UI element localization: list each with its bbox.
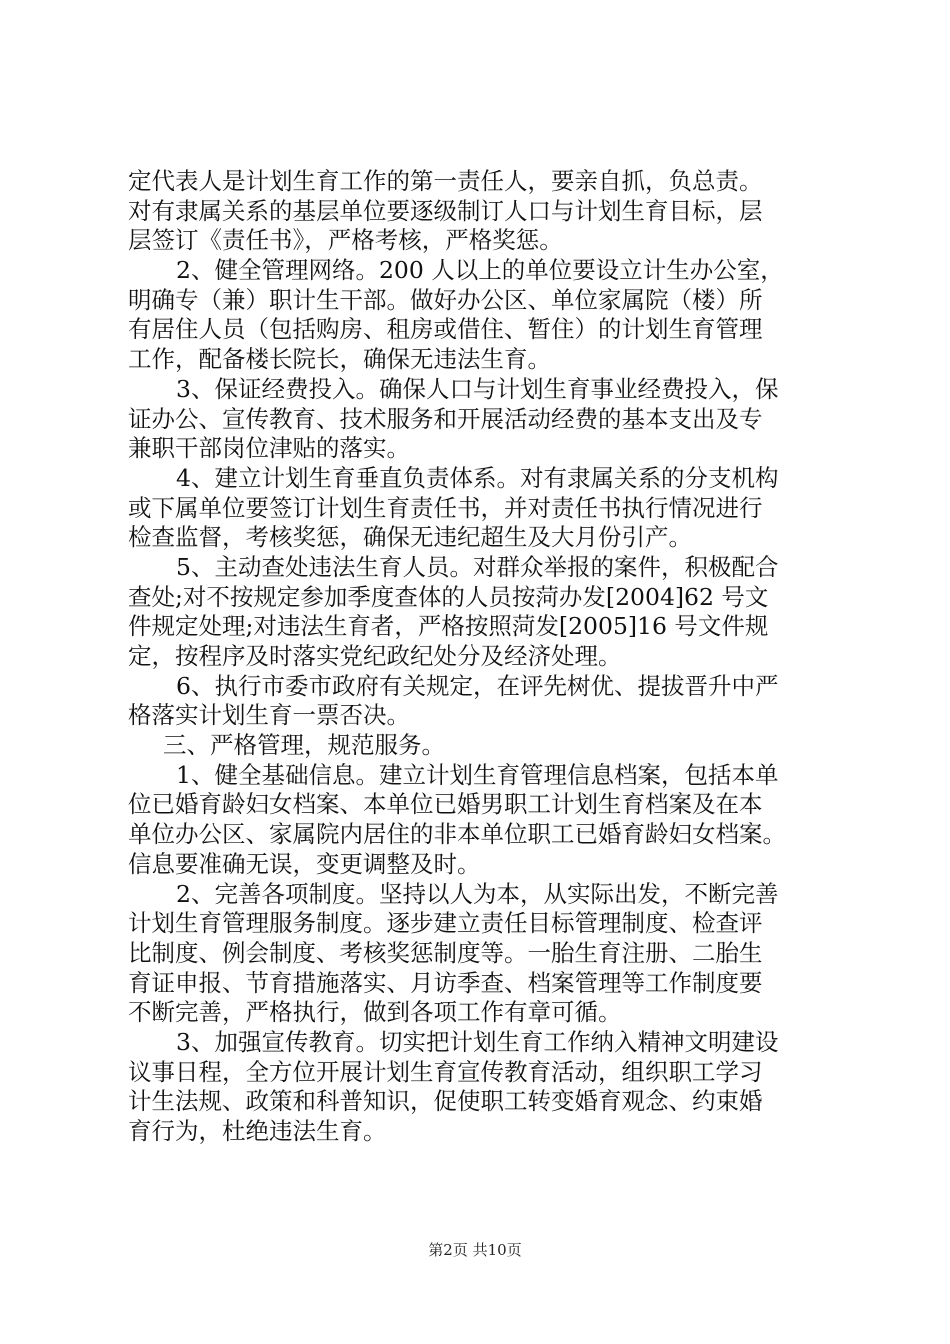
text-line: 议事日程，全方位开展计划生育宣传教育活动，组织职工学习 — [128, 1057, 763, 1086]
paragraph-start-line: 3、保证经费投入。确保人口与计划生育事业经费投入，保 — [176, 374, 779, 403]
text-line: 兼职干部岗位津贴的落实。 — [128, 434, 410, 463]
text-line: 层签订《责任书》，严格考核，严格奖惩。 — [128, 226, 563, 255]
text-line: 定，按程序及时落实党纪政纪处分及经济处理。 — [128, 642, 622, 670]
paragraph-start-line: 1、健全基础信息。建立计划生育管理信息档案，包括本单 — [176, 760, 779, 789]
text-line: 育行为，杜绝违法生育。 — [128, 1117, 387, 1145]
text-line: 有居住人员（包括购房、租房或借住、暂住）的计划生育管理 — [128, 315, 763, 344]
page-footer — [0, 1239, 950, 1260]
section-heading: 三、严格管理，规范服务。 — [163, 731, 445, 760]
text-line: 证办公、宣传教育、技术服务和开展活动经费的基本支出及专 — [128, 404, 763, 433]
paragraph-start-line: 2、完善各项制度。坚持以人为本，从实际出发，不断完善 — [176, 879, 779, 908]
text-line: 格落实计划生育一票否决。 — [128, 701, 410, 730]
paragraph-start-line: 3、加强宣传教育。切实把计划生育工作纳入精神文明建设 — [176, 1027, 779, 1056]
text-line: 检查监督，考核奖惩，确保无违纪超生及大月份引产。 — [128, 523, 692, 552]
text-line: 单位办公区、家属院内居住的非本单位职工已婚育龄妇女档案。 — [128, 820, 786, 849]
page-number-label: 第2页 共10页 — [428, 1241, 522, 1259]
text-line: 计生法规、政策和科普知识，促使职工转变婚育观念、约束婚 — [128, 1087, 763, 1116]
text-line: 计划生育管理服务制度。逐步建立责任目标管理制度、检查评 — [128, 909, 763, 938]
paragraph-start-line: 4、建立计划生育垂直负责体系。对有隶属关系的分支机构 — [176, 463, 779, 492]
text-line: 信息要准确无误，变更调整及时。 — [128, 849, 481, 878]
paragraph-start-line: 6、执行市委市政府有关规定，在评先树优、提拔晋升中严 — [176, 671, 779, 700]
document-body — [128, 167, 840, 1147]
text-line: 件规定处理;对违法生育者，严格按照菏发[2005]16 号文件规 — [128, 612, 769, 641]
text-line: 定代表人是计划生育工作的第一责任人，要亲自抓，负总责。 — [128, 167, 763, 195]
text-line: 不断完善，严格执行，做到各项工作有章可循。 — [128, 998, 622, 1027]
paragraph-start-line: 2、健全管理网络。200 人以上的单位要设立计生办公室， — [176, 256, 784, 285]
text-line: 对有隶属关系的基层单位要逐级制订人口与计划生育目标，层 — [128, 196, 763, 225]
text-line: 或下属单位要签订计划生育责任书，并对责任书执行情况进行 — [128, 493, 763, 522]
text-line: 育证申报、节育措施落实、月访季查、档案管理等工作制度要 — [128, 968, 763, 997]
text-line: 查处;对不按规定参加季度查体的人员按菏办发[2004]62 号文 — [128, 582, 769, 611]
paragraph-start-line: 5、主动查处违法生育人员。对群众举报的案件，积极配合 — [176, 552, 779, 581]
text-line: 明确专（兼）职计生干部。做好办公区、单位家属院（楼）所 — [128, 285, 763, 314]
text-line: 比制度、例会制度、考核奖惩制度等。一胎生育注册、二胎生 — [128, 938, 763, 967]
text-line: 工作，配备楼长院长，确保无违法生育。 — [128, 345, 551, 374]
text-line: 位已婚育龄妇女档案、本单位已婚男职工计划生育档案及在本 — [128, 790, 763, 819]
